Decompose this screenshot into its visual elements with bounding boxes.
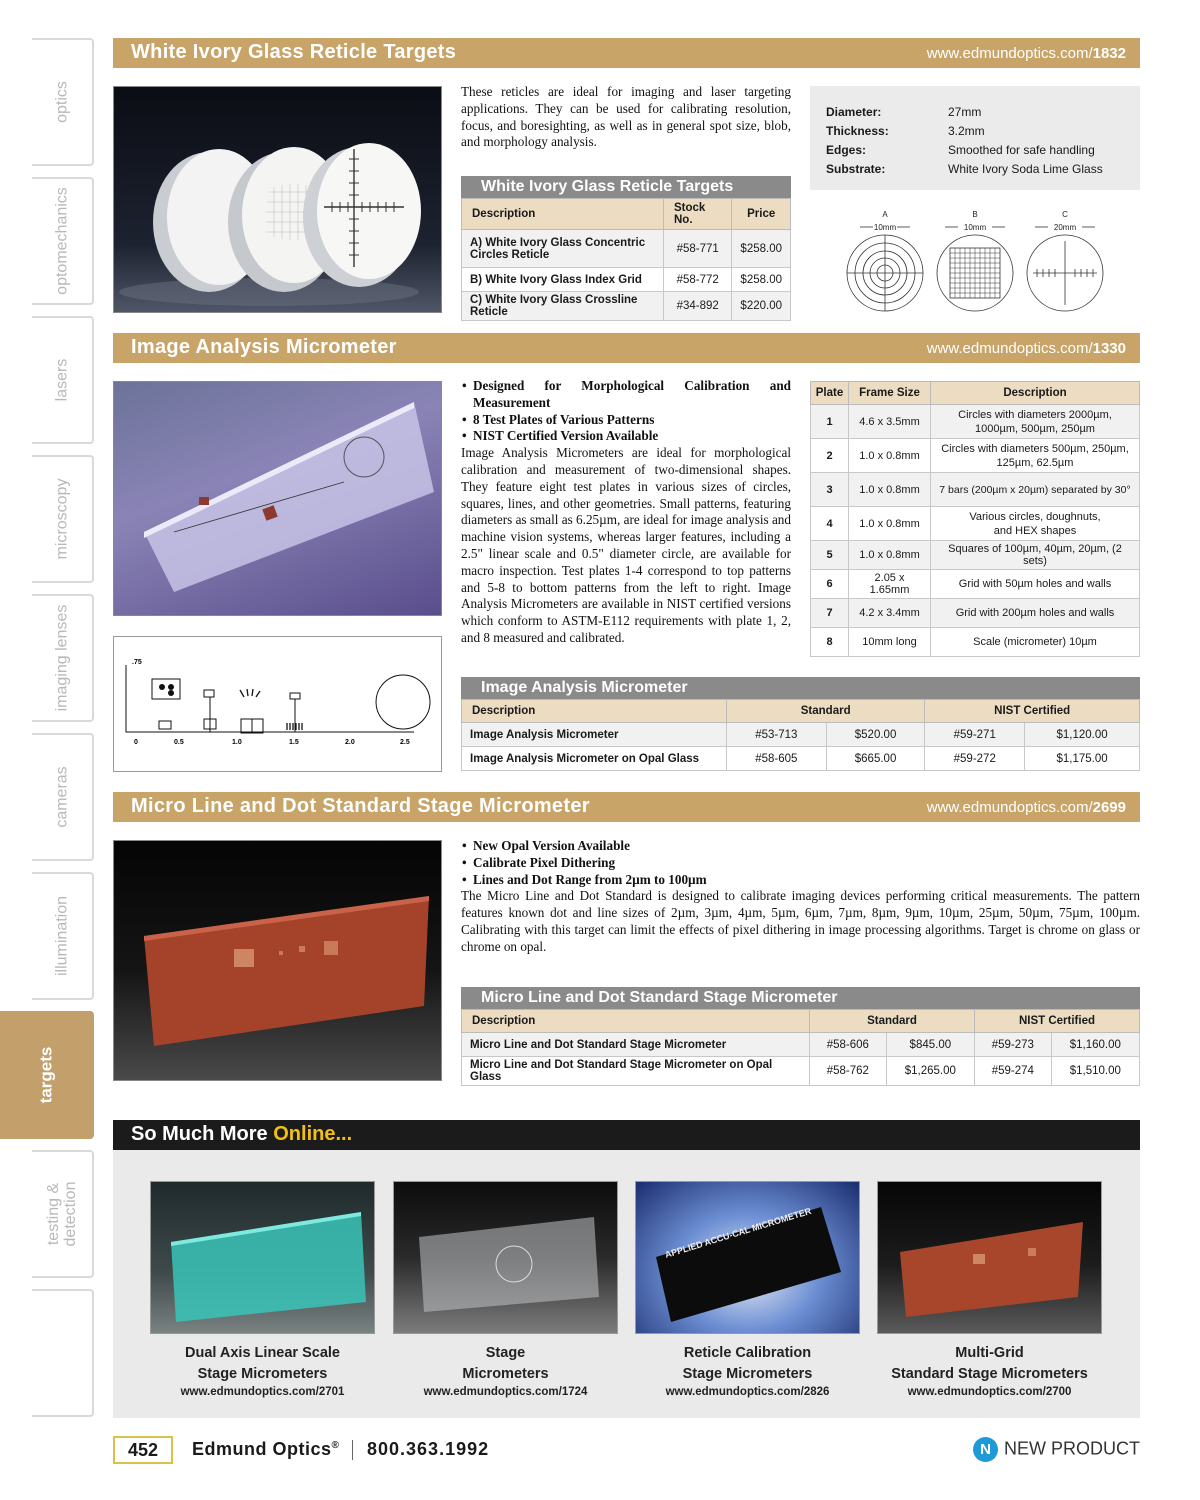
section-header-reticle-targets: [113, 38, 1140, 68]
new-product-legend: N NEW PRODUCT: [973, 1437, 1140, 1462]
online-section-header: [113, 1120, 1140, 1150]
online-products-panel: [113, 1150, 1140, 1418]
side-tab-label: lasers: [53, 358, 71, 402]
spec-row: Thickness: 3.2mm: [826, 124, 985, 138]
side-tab-cameras[interactable]: [32, 733, 94, 861]
bullet: • NIST Certified Version Available: [461, 428, 791, 445]
phone-number[interactable]: 800.363.1992: [367, 1439, 490, 1459]
table-row: A) White Ivory Glass Concentric Circles Reticle #58-771 $258.00: [462, 230, 791, 268]
scale-label-10: 1.0: [232, 739, 242, 746]
plate-layout-diagram: [113, 636, 442, 772]
applied-micrometer-label: APPLIED ACCU-CAL MICROMETER: [663, 1205, 813, 1260]
feature-bullets: [461, 838, 1140, 888]
section-title: White Ivory Glass Reticle Targets: [131, 41, 457, 63]
bullet: • 8 Test Plates of Various Patterns: [461, 412, 791, 429]
section-url[interactable]: www.edmundoptics.com/1330: [926, 340, 1126, 357]
section-title: Micro Line and Dot Standard Stage Micrometer: [131, 795, 590, 817]
section-url[interactable]: www.edmundoptics.com/1832: [926, 45, 1126, 62]
micro-line-dot-photo: [113, 840, 442, 1081]
side-tab-label: targets: [36, 1046, 56, 1104]
page-footer: [113, 1436, 1140, 1466]
page-number: 452: [113, 1436, 173, 1464]
side-tab-testing-detection[interactable]: [32, 1150, 94, 1278]
table-row: 1 4.6 x 3.5mm Circles with diameters 2000µm, 1000µm, 500µm, 250µm: [811, 405, 1140, 439]
online-product-card[interactable]: [393, 1181, 618, 1398]
image-analysis-description: Image Analysis Micrometers are ideal for morphological calibration and measurement of two-dimensional shapes. They feature eight test plates in various sizes of circles, squares, lines, and other geometries. Small patterns, featuring diameters as small as 6.25µm, are ideal for image analysis and machine vision systems, whereas larger features, including a 2.5" linear scale and 0.5" diameter circle, are available for macro inspection. Test plates 1-4 correspond to top patterns and 5-8 to bottom patterns from the left to right. Image Analysis Micrometers are available in NIST certified versions which conform to ASTM-E112 requirements with plate 1, 2, and 8 measured and calibrated.: [461, 445, 791, 645]
bullet: • Lines and Dot Range from 2µm to 100µm: [461, 872, 1140, 889]
side-tab-label: microscopy: [53, 478, 71, 560]
product-name-line2: Stage Micrometers: [682, 1366, 813, 1382]
table-row: 6 2.05 x 1.65mm Grid with 50µm holes and walls: [811, 570, 1140, 599]
image-analysis-micrometer-photo: [113, 381, 442, 616]
table-row: Micro Line and Dot Standard Stage Micrometer #58-606 $845.00 #59-273 $1,160.00: [462, 1033, 1140, 1057]
reticle-pattern-diagram: [840, 205, 1110, 315]
online-product-card[interactable]: [635, 1181, 860, 1398]
scale-label-20: 2.0: [345, 739, 355, 746]
table-header-row: Description Standard NIST Certified: [462, 1010, 1140, 1033]
side-tab-label: testing & detection: [45, 1181, 79, 1247]
product-name-line2: Micrometers: [462, 1366, 549, 1382]
table-row: Image Analysis Micrometer on Opal Glass #58-605 $665.00 #59-272 $1,175.00: [462, 747, 1140, 771]
table-row: C) White Ivory Glass Crossline Reticle #34-892 $220.00: [462, 292, 791, 321]
plate-spec-table: [810, 381, 1140, 657]
micro-line-text: [461, 838, 1140, 956]
image-analysis-text: [461, 378, 791, 647]
product-name-line1: Dual Axis Linear Scale: [184, 1345, 340, 1361]
table-title: White Ivory Glass Reticle Targets: [461, 176, 791, 198]
diagram-dim-b: 10mm: [963, 223, 987, 232]
diagram-label-b: B: [972, 210, 978, 219]
diagram-dim-a: 10mm: [873, 223, 897, 232]
section-header-micro-line: [113, 792, 1140, 822]
online-product-card[interactable]: [877, 1181, 1102, 1398]
table-header-row: Description Standard NIST Certified: [462, 700, 1140, 723]
side-tab-imaging-lenses[interactable]: [32, 594, 94, 722]
side-tab-label: optics: [53, 81, 71, 123]
brand-name: Edmund Optics®: [192, 1439, 340, 1459]
table-row: Image Analysis Micrometer #53-713 $520.00 #59-271 $1,120.00: [462, 723, 1140, 747]
online-product-card[interactable]: [150, 1181, 375, 1398]
micro-line-price-table: [461, 987, 1140, 1086]
scale-label-15: 1.5: [289, 739, 299, 746]
side-tab-optomechanics[interactable]: [32, 177, 94, 305]
online-title: So Much More Online...: [131, 1123, 353, 1145]
side-tab-microscopy[interactable]: [32, 455, 94, 583]
diagram-label-c: C: [1062, 210, 1068, 219]
product-url[interactable]: www.edmundoptics.com/2701: [180, 1386, 345, 1398]
table-row: 5 1.0 x 0.8mm Squares of 100µm, 40µm, 20µm, (2 sets): [811, 541, 1140, 570]
table-row: 2 1.0 x 0.8mm Circles with diameters 500µm, 250µm, 125µm, 62.5µm: [811, 439, 1140, 473]
bullet: • New Opal Version Available: [461, 838, 1140, 855]
bullet: • Calibrate Pixel Dithering: [461, 855, 1140, 872]
table-header-row: Description Stock No. Price: [462, 199, 791, 230]
footer-divider: [352, 1440, 353, 1460]
product-name-line1: Stage: [485, 1345, 526, 1361]
product-image: [393, 1181, 618, 1334]
section-header-image-analysis: [113, 333, 1140, 363]
product-name-line1: Multi-Grid: [955, 1345, 1024, 1361]
product-name-line2: Stage Micrometers: [197, 1366, 328, 1382]
diagram-label-a: A: [882, 210, 888, 219]
table-header-row: Plate Frame Size Description: [811, 382, 1140, 405]
reticle-description: These reticles are ideal for imaging and laser targeting applications. They can be used for calibrating resolution, focus, and boresighting, as well as in general spot size, blob, and morphology analysis.: [461, 84, 791, 150]
product-image: [150, 1181, 375, 1334]
side-tab-blank[interactable]: [32, 1289, 94, 1417]
scale-label-0: 0: [134, 739, 138, 746]
micro-line-description: The Micro Line and Dot Standard is designed to calibrate imaging devices performing critical measurements. The pattern features known dot and line sizes of 2µm, 3µm, 4µm, 5µm, 6µm, 7µm, 8µm, 9µm, 10µm, 25µm, 50µm, 75µm, 100µm. Calibrating with this target can limit the effects of pixel dithering in image processing algorithms. Target is chrome on glass or chrome on opal.: [461, 888, 1140, 954]
table-row: Micro Line and Dot Standard Stage Micrometer on Opal Glass #58-762 $1,265.00 #59-274 $1,510.00: [462, 1057, 1140, 1086]
table-row: 3 1.0 x 0.8mm 7 bars (200µm x 20µm) separated by 30°: [811, 473, 1140, 507]
side-tab-label: illumination: [53, 895, 71, 977]
product-url[interactable]: www.edmundoptics.com/2826: [665, 1386, 830, 1398]
new-product-icon: N: [973, 1437, 998, 1462]
table-row: 7 4.2 x 3.4mm Grid with 200µm holes and walls: [811, 599, 1140, 628]
table-title: Image Analysis Micrometer: [461, 677, 1140, 699]
scale-label-05: 0.5: [174, 739, 184, 746]
product-url[interactable]: www.edmundoptics.com/2700: [907, 1386, 1072, 1398]
spec-row: Edges: Smoothed for safe handling: [826, 143, 1095, 157]
side-tab-optics[interactable]: [32, 38, 94, 166]
table-row: B) White Ivory Glass Index Grid #58-772 $258.00: [462, 268, 791, 292]
product-name-line1: Reticle Calibration: [683, 1345, 812, 1361]
scale-label-075: .75: [132, 659, 142, 666]
spec-row: Diameter: 27mm: [826, 105, 982, 119]
side-tab-label: cameras: [53, 766, 71, 828]
side-tab-illumination[interactable]: [32, 872, 94, 1000]
image-analysis-price-table: [461, 677, 1140, 771]
product-image: [635, 1181, 860, 1334]
table-row: 4 1.0 x 0.8mm Various circles, doughnuts, and HEX shapes: [811, 507, 1140, 541]
diagram-dim-c: 20mm: [1053, 223, 1077, 232]
side-tab-lasers[interactable]: [32, 316, 94, 444]
bullet: • Designed for Morphological Calibration and Measurement: [461, 378, 791, 412]
scale-label-25: 2.5: [400, 739, 410, 746]
spec-row: Substrate: White Ivory Soda Lime Glass: [826, 162, 1103, 176]
reticle-price-table: [461, 176, 791, 321]
product-name-line2: Standard Stage Micrometers: [891, 1366, 1088, 1382]
section-url[interactable]: www.edmundoptics.com/2699: [926, 799, 1126, 816]
side-tab-targets[interactable]: [0, 1011, 94, 1139]
product-image: [877, 1181, 1102, 1334]
side-tab-label: optomechanics: [53, 187, 71, 295]
section-title: Image Analysis Micrometer: [131, 336, 397, 358]
side-tab-label: imaging lenses: [53, 604, 71, 712]
table-row: 8 10mm long Scale (micrometer) 10µm: [811, 628, 1140, 657]
feature-bullets: [461, 378, 791, 445]
reticle-targets-photo: [113, 86, 442, 313]
product-url[interactable]: www.edmundoptics.com/1724: [423, 1386, 588, 1398]
table-title: Micro Line and Dot Standard Stage Micrometer: [461, 987, 1140, 1009]
reticle-specs: [810, 86, 1140, 190]
